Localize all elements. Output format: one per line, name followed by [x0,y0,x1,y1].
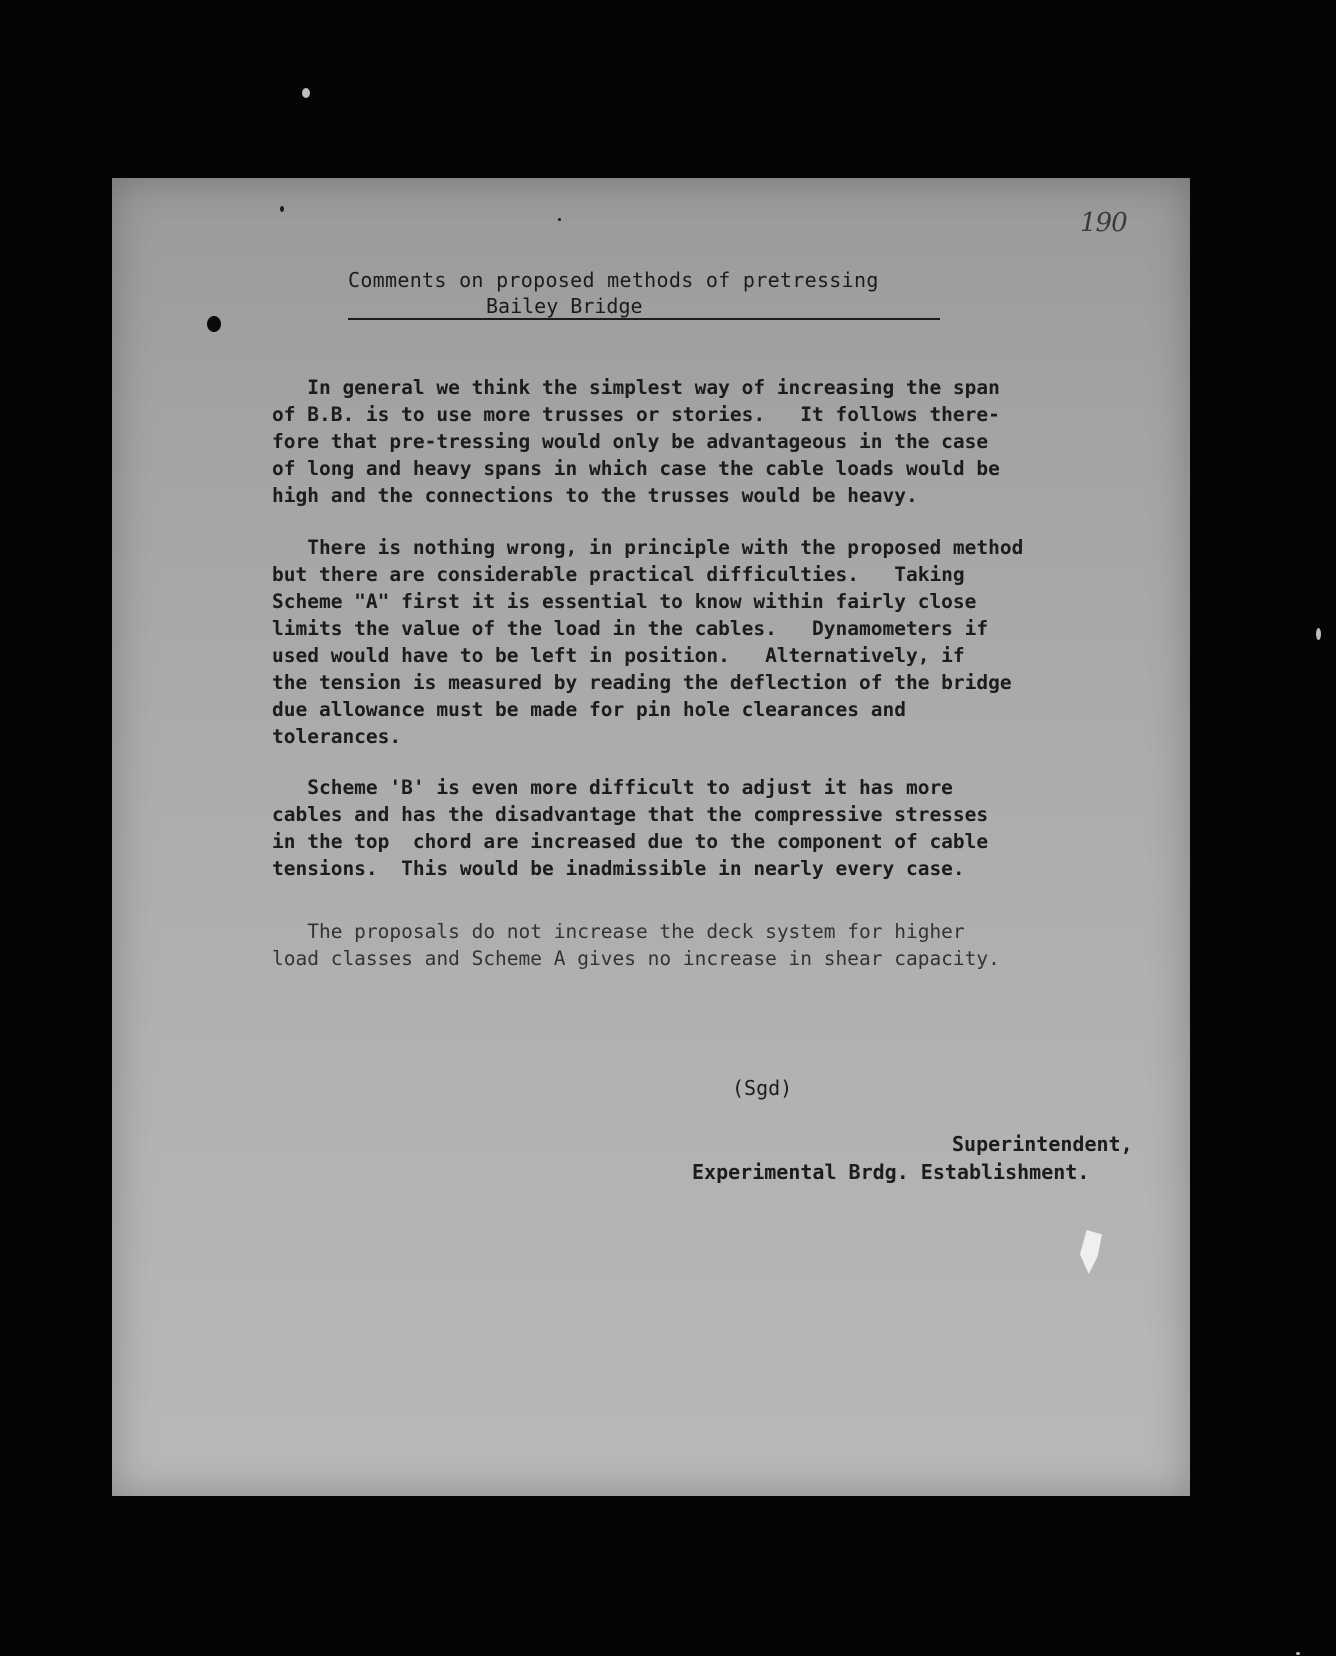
ink-speck [280,206,284,212]
paragraph-line: but there are considerable practical difficulties. Taking [272,563,965,586]
punch-hole [207,316,221,332]
signatory-organization: Experimental Brdg. Establishment. [692,1160,1090,1184]
paragraph-2 [272,534,1152,750]
dust-speck [302,88,310,98]
paragraph-line: load classes and Scheme A gives no increase in shear capacity. [272,947,1000,970]
paragraph-line: cables and has the disadvantage that the compressive stresses [272,803,989,826]
paragraph-line: The proposals do not increase the deck system for higher [272,920,965,943]
paragraph-line: Scheme "A" first it is essential to know within fairly close [272,590,977,613]
dust-speck [1316,628,1321,640]
paragraph-line: of long and heavy spans in which case the cable loads would be [272,457,1000,480]
paragraph-line: There is nothing wrong, in principle with the proposed method [272,536,1024,559]
dust-speck [1296,1652,1300,1655]
paragraph-line: due allowance must be made for pin hole clearances and [272,698,906,721]
ink-speck [558,218,561,221]
paragraph-3 [272,774,1152,882]
paragraph-line: used would have to be left in position. Alternatively, if [272,644,965,667]
paragraph-line: limits the value of the load in the cables. Dynamometers if [272,617,989,640]
document-subtitle: Bailey Bridge [486,294,643,318]
paragraph-line: of B.B. is to use more trusses or stories. It follows there- [272,403,1000,426]
paragraph-line: the tension is measured by reading the deflection of the bridge [272,671,1012,694]
page-number: 190 [1080,208,1127,238]
paper-tear [1080,1230,1102,1274]
paragraph-line: fore that pre-tressing would only be advantageous in the case [272,430,989,453]
paragraph-line: Scheme 'B' is even more difficult to adjust it has more [272,776,953,799]
signatory-title: Superintendent, [952,1132,1133,1156]
paragraph-line: in the top chord are increased due to the component of cable [272,830,989,853]
signed-mark: (Sgd) [732,1076,793,1100]
paragraph-4 [272,918,1152,972]
paragraph-line: tolerances. [272,725,402,748]
document-page [112,178,1190,1496]
paragraph-line: tensions. This would be inadmissible in nearly every case. [272,857,965,880]
paragraph-1 [272,374,1152,509]
paragraph-line: high and the connections to the trusses would be heavy. [272,484,918,507]
document-title: Comments on proposed methods of pretressing [348,268,879,292]
title-underline [348,318,940,320]
paragraph-line: In general we think the simplest way of increasing the span [272,376,1000,399]
